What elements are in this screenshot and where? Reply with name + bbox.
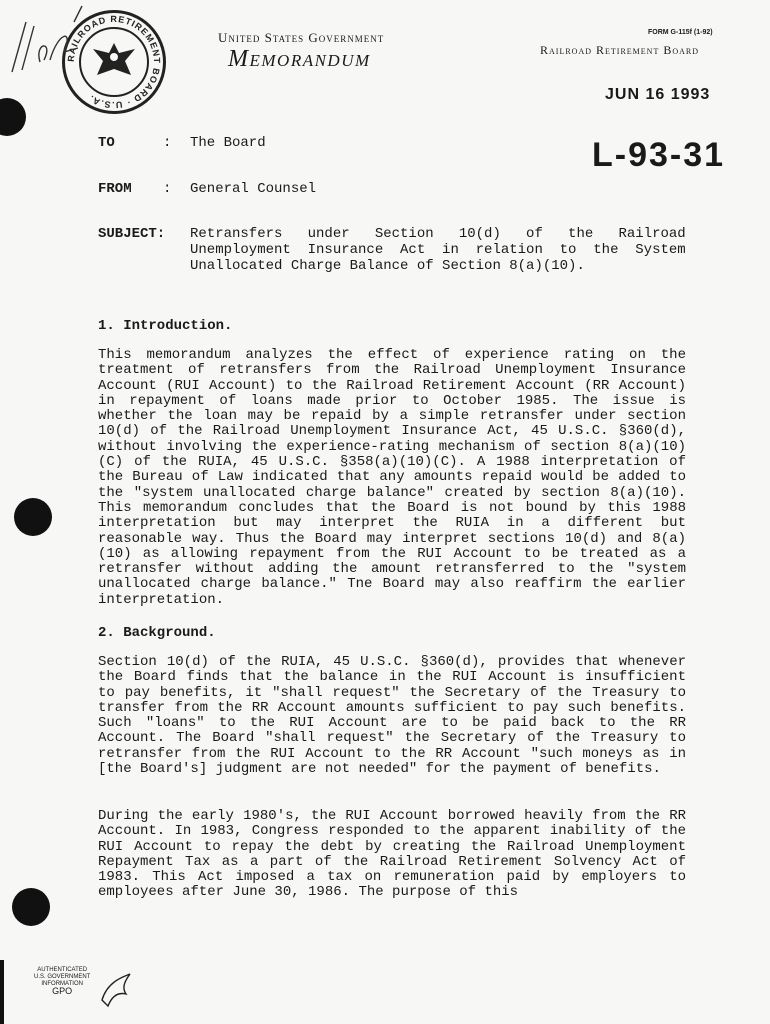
binder-hole <box>12 888 50 926</box>
from-value: General Counsel <box>190 181 317 197</box>
handwritten-note <box>4 2 94 87</box>
to-colon: : <box>163 135 172 151</box>
handwriting-icon <box>4 2 94 82</box>
section-heading-background: 2. Background. <box>98 625 216 641</box>
background-body-continued <box>98 809 686 901</box>
date-stamp: JUN 16 1993 <box>605 86 711 103</box>
gpo-authentication-logo <box>34 967 90 995</box>
section-heading-introduction: 1. Introduction. <box>98 318 233 334</box>
document-number: L-93-31 <box>592 136 726 174</box>
subject-line: Unemployment Insurance Act in relation to the System <box>190 242 686 258</box>
memorandum-title: Memorandum <box>228 46 371 72</box>
page-edge-mark <box>0 960 4 1024</box>
gpo-mark: GPO <box>52 986 73 996</box>
to-value: The Board <box>190 135 266 151</box>
from-label: FROM <box>98 181 132 197</box>
agency-name: Railroad Retirement Board <box>540 43 699 57</box>
binder-hole <box>0 98 26 136</box>
subject-line: Retransfers under Section 10(d) of the Railroad <box>190 226 686 242</box>
subject-label: SUBJECT: <box>98 226 166 242</box>
seal-text: RAILROAD RETIREMENT BOARD · U.S.A. <box>65 13 163 111</box>
subject-line: Unallocated Charge Balance of Section 8(a)(10). <box>190 258 585 274</box>
government-heading: United States Government <box>218 30 385 45</box>
paragraph: Section 10(d) of the RUIA, 45 U.S.C. §360(d), provides that whenever the Board finds that the balance in the RUI Account is insufficient to pay benefits, it "shall request" the Secretary of the Treasury to transfer from the RR Account amounts sufficient to pay such benefits. Such "loans" to the RUI Account are to be paid back to the RR Account. The Board "shall request" the Secretary of the Treasury to retransfer from the RUI Account to the RR Account "such moneys as in [the Board's] judgment are not needed" for the payment of benefits. <box>98 654 686 778</box>
to-label: TO <box>98 135 115 151</box>
form-number: FORM G-115f (1-92) <box>648 29 713 36</box>
binder-hole <box>14 498 52 536</box>
gpo-line: AUTHENTICATED <box>37 967 88 973</box>
gpo-line: U.S. GOVERNMENT <box>34 974 91 980</box>
background-body <box>98 655 686 777</box>
paragraph: During the early 1980's, the RUI Account borrowed heavily from the RR Account. In 1983, Congress responded to the apparent inability of the RUI Account to repay the debt by creating the Railroad Unemployment Repayment Tax as a part of the Railroad Retirement Solvency Act of 1983. This Act imposed a tax on remuneration paid by employers to employees after June 30, 1986. The purpose of this <box>98 808 686 901</box>
eagle-logo-icon <box>98 970 134 1010</box>
introduction-body <box>98 348 686 608</box>
gpo-line: INFORMATION <box>41 981 83 987</box>
from-colon: : <box>163 181 172 197</box>
paragraph: This memorandum analyzes the effect of experience rating on the treatment of retransfers from the Railroad Unemployment Insurance Account (RUI Account) to the Railroad Retirement Account (RR Account) in repayment of loans made prior to October 1985. The issue is whether the loan may be repaid by a simple retransfer under section 10(d) of the Railroad Unemployment Insurance Act, 45 U.S.C. §360(d), without involving the experience-rating mechanism of section 8(a)(10)(C) of the RUIA, 45 U.S.C. §358(a)(10)(C). A 1988 interpretation of the Bureau of Law indicated that any amounts repaid would be added to the "system unallocated charge balance" created by section 8(a)(10). This memorandum concludes that the Board is not bound by this 1988 interpretation but may interpret the RUIA in a different but reasonable way. Thus the Board may interpret sections 10(d) and 8(a)(10) as allowing repayment from the RUI Account to be treated as a retransfer without adding the amount retransferred to the "system unallocated charge balance." Tne Board may also reaffirm the earlier interpretation. <box>98 347 686 608</box>
